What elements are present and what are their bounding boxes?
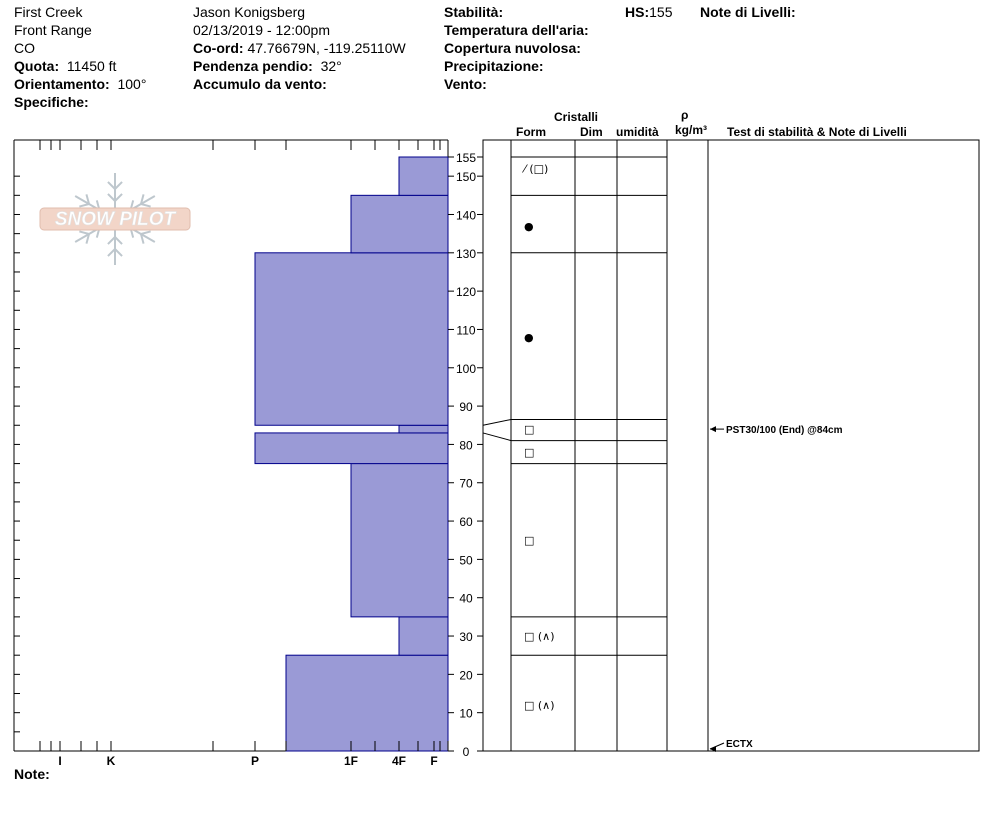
height-label: 155: [455, 151, 477, 165]
elevation-label: Quota:: [14, 58, 60, 74]
height-label: 150: [455, 170, 477, 185]
height-label: 120: [455, 285, 477, 300]
sky-cover-label: Copertura nuvolosa:: [444, 40, 581, 56]
test-arrow-head: [710, 426, 716, 432]
grain-form-symbol: □: [524, 446, 535, 460]
height-label: 100: [455, 361, 477, 376]
snowflake-branch: [115, 182, 122, 189]
coord-value: 47.76679N, -119.25110W: [247, 40, 406, 56]
grain-form-symbol: □: [524, 534, 535, 548]
elevation-value: 11450 ft: [66, 58, 117, 74]
aspect-value: 100°: [117, 76, 147, 92]
logo-text: SNOW PILOT: [54, 209, 176, 230]
snowpilot-logo: [40, 173, 190, 265]
hs-label: HS:: [625, 4, 650, 20]
form-header: Form: [516, 125, 546, 139]
height-label: 80: [459, 438, 473, 453]
grain-form-symbol: ●: [524, 331, 534, 345]
hardness-bar: [255, 253, 448, 425]
height-label: 130: [455, 246, 477, 261]
hs-value: 155: [649, 4, 673, 20]
test-label: ECTX: [726, 739, 753, 750]
slope-value: 32°: [320, 58, 342, 74]
crystals-header: Cristalli: [554, 110, 599, 124]
height-label: 10: [459, 706, 473, 721]
observer-name: Jason Konigsberg: [193, 4, 306, 20]
snowflake-branch: [141, 204, 151, 207]
height-label: 40: [459, 591, 473, 606]
grain-form-symbol: □: [524, 423, 535, 437]
range-name: Front Range: [14, 22, 92, 38]
snowflake-branch: [115, 237, 122, 244]
grain-form-symbol: □ (∧): [524, 630, 555, 644]
observation-datetime: 02/13/2019 - 12:00pm: [193, 22, 330, 38]
height-label: 70: [459, 476, 473, 491]
state-name: CO: [14, 40, 35, 56]
size-header: Dim: [580, 125, 603, 139]
hardness-label: K: [106, 754, 116, 768]
aspect-label: Orientamento:: [14, 76, 110, 92]
rho-header: ρ: [681, 108, 689, 122]
snowflake-branch: [108, 194, 115, 201]
moisture-header: umidità: [616, 125, 659, 139]
height-label: 140: [455, 208, 477, 223]
hardness-bar: [286, 655, 448, 751]
air-temp-label: Temperatura dell'aria:: [444, 22, 589, 38]
layer-notes-label: Note di Livelli:: [700, 4, 796, 20]
snowflake-branch: [108, 237, 115, 244]
hardness-label: 4F: [391, 754, 407, 768]
hardness-label: F: [430, 754, 438, 768]
tests-header: Test di stabilità & Note di Livelli: [727, 125, 907, 139]
density-unit-header: kg/m³: [675, 123, 708, 137]
test-label: PST30/100 (End) @84cm: [726, 425, 843, 437]
wind-loading-label: Accumulo da vento:: [193, 76, 327, 92]
hardness-bar: [351, 195, 448, 252]
height-label: 20: [459, 668, 473, 683]
snowflake-branch: [108, 249, 115, 256]
height-label: 60: [459, 515, 473, 530]
precipitation-label: Precipitazione:: [444, 58, 544, 74]
height-label: 110: [456, 323, 476, 338]
coord-label: Co-ord:: [193, 40, 244, 56]
stability-tests: [710, 425, 843, 752]
hardness-label: I: [58, 754, 62, 768]
hardness-bar: [399, 425, 448, 433]
crystal-panel-border: [483, 140, 979, 751]
layer-connector: [483, 433, 511, 441]
grain-forms: [521, 162, 555, 712]
hardness-bar: [255, 433, 448, 464]
snowflake-branch: [115, 194, 122, 201]
height-label: 30: [459, 630, 473, 645]
snowflake-branch: [79, 204, 89, 207]
wind-label: Vento:: [444, 76, 487, 92]
stability-label: Stabilità:: [444, 4, 504, 20]
hardness-bar: [399, 617, 448, 655]
snowflake-branch: [141, 231, 151, 234]
grain-form-symbol: □ (∧): [524, 699, 555, 713]
notes-label: Note:: [14, 766, 50, 782]
height-label: 50: [459, 553, 473, 568]
layer-connector: [483, 420, 511, 426]
grain-form-symbol: ⁄ (□): [524, 162, 549, 176]
snowflake-branch: [79, 231, 89, 234]
snowflake-branch: [115, 249, 122, 256]
grain-form-symbol: ●: [524, 219, 534, 233]
hardness-label: P: [250, 754, 260, 768]
hardness-bar: [399, 157, 448, 195]
height-label: 0: [462, 745, 470, 759]
specifics-label: Specifiche:: [14, 94, 89, 110]
height-label: 90: [459, 400, 473, 415]
hardness-bars: [255, 157, 448, 751]
snowflake-branch: [108, 182, 115, 189]
slope-label: Pendenza pendio:: [193, 58, 313, 74]
hardness-label: 1F: [343, 754, 359, 768]
location-name: First Creek: [14, 4, 83, 20]
hardness-bar: [351, 464, 448, 617]
